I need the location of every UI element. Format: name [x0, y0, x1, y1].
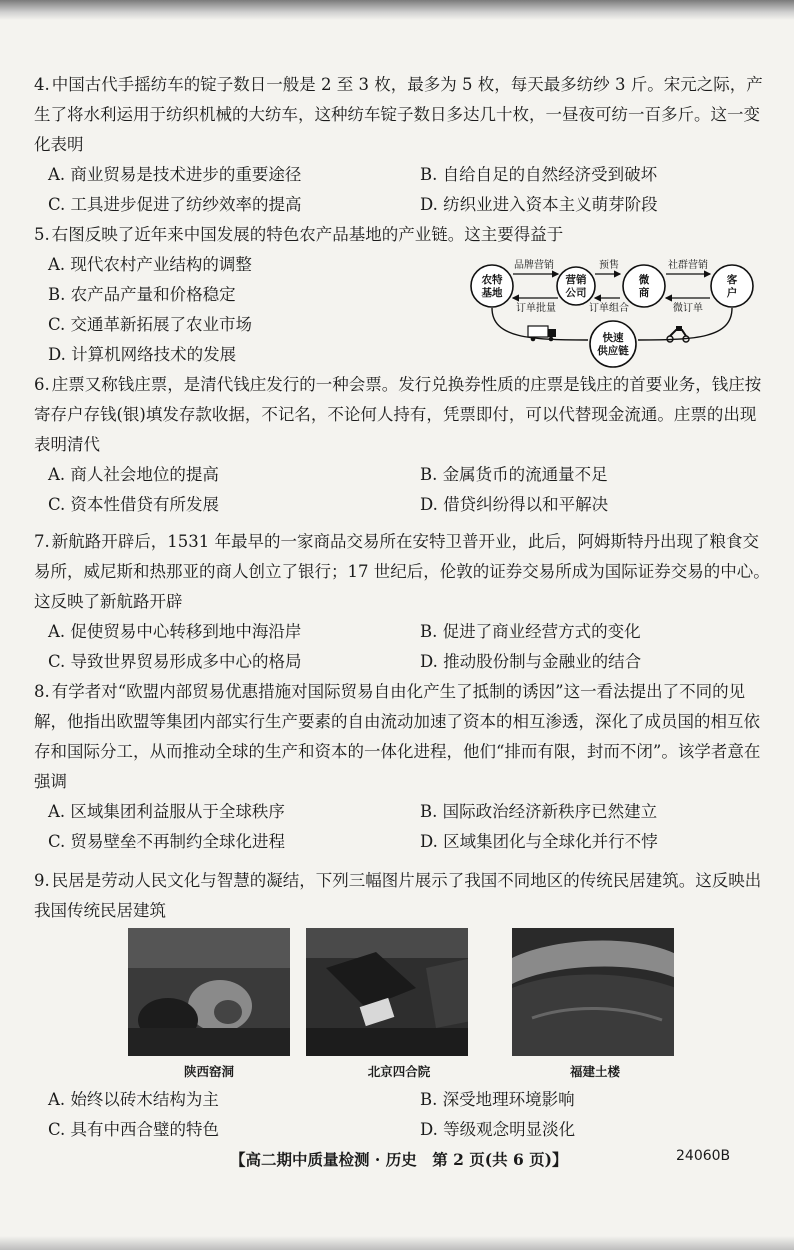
- option-a[interactable]: A. 商人社会地位的提高: [48, 465, 219, 484]
- question-stem: 民居是劳动人民文化与智慧的凝结，下列三幅图片展示了我国不同地区的传统民居建筑。这反映出我国传统民居建筑: [34, 871, 762, 920]
- option-c[interactable]: C. 具有中西合璧的特色: [48, 1120, 220, 1139]
- question-6: [34, 370, 770, 520]
- option-a[interactable]: A. 促使贸易中心转移到地中海沿岸: [48, 622, 302, 641]
- question-stem: 新航路开辟后，1531 年最早的一家商品交易所在安特卫普开业，此后，阿姆斯特丹出现了粮食交易所，威尼斯和热那亚的商人创立了银行；17 世纪后，伦敦的证券交易所成为国际证券交易的中心。这反映了新航路开辟: [34, 532, 770, 611]
- supply-chain-svg: [470, 258, 756, 368]
- option-d[interactable]: D. 区域集团化与全球化并行不悖: [420, 832, 658, 851]
- question-number: 6.: [34, 375, 50, 394]
- label-brand-marketing: 品牌营销: [514, 260, 554, 271]
- node-customer-label-2: 户: [726, 287, 738, 299]
- label-order-batch: 订单批量: [516, 303, 556, 314]
- option-d[interactable]: D. 计算机网络技术的发展: [48, 345, 237, 364]
- option-b[interactable]: B. 促进了商业经营方式的变化: [420, 622, 641, 641]
- option-a[interactable]: A. 始终以砖木结构为主: [48, 1090, 219, 1109]
- label-presale: 预售: [599, 260, 619, 271]
- question-stem: 中国古代手摇纺车的锭子数日一般是 2 至 3 枚，最多为 5 枚，每天最多纺纱 3 斤。宋元之际，产生了将水利运用于纺织机械的大纺车，这种纺车锭子数日多达几十枚，一昼夜可纺一百多斤。这一变化表明: [34, 75, 763, 154]
- question-number: 5.: [34, 225, 50, 244]
- footer-code: 24060B: [676, 1148, 731, 1164]
- photo-beijing-siheyuan: [306, 928, 468, 1056]
- option-b[interactable]: B. 国际政治经济新秩序已然建立: [420, 802, 658, 821]
- question-stem: 右图反映了近年来中国发展的特色农产品基地的产业链。这主要得益于: [51, 225, 564, 244]
- option-c[interactable]: C. 工具进步促进了纺纱效率的提高: [48, 195, 302, 214]
- footer-page-info: 【高二期中质量检测 · 历史 第 2 页(共 6 页)】: [230, 1150, 568, 1169]
- option-d[interactable]: D. 纺织业进入资本主义萌芽阶段: [420, 195, 658, 214]
- node-micro-label-1: 微: [638, 274, 650, 286]
- page-footer: [0, 1148, 794, 1172]
- node-supply-label-2: 供应链: [597, 345, 629, 357]
- question-number: 7.: [34, 532, 50, 551]
- option-d[interactable]: D. 推动股份制与金融业的结合: [420, 652, 642, 671]
- options: [34, 1085, 770, 1145]
- node-micro-merchant: [623, 265, 665, 307]
- options: [34, 460, 770, 520]
- dwelling-photos: [128, 928, 676, 1080]
- node-fast-supply-chain: [590, 321, 636, 367]
- scan-top-edge: [0, 0, 794, 20]
- option-b[interactable]: B. 深受地理环境影响: [420, 1090, 575, 1109]
- option-c[interactable]: C. 贸易壁垒不再制约全球化进程: [48, 832, 286, 851]
- options: [34, 160, 770, 220]
- question-8: [34, 677, 770, 857]
- scan-bottom-edge: [0, 1236, 794, 1250]
- option-d[interactable]: D. 等级观念明显淡化: [420, 1120, 576, 1139]
- question-9: [34, 866, 770, 926]
- option-c[interactable]: C. 资本性借贷有所发展: [48, 495, 220, 514]
- option-b[interactable]: B. 金属货币的流通量不足: [420, 465, 608, 484]
- label-order-combo: 订单组合: [589, 303, 629, 314]
- node-micro-label-2: 商: [638, 287, 650, 299]
- label-micro-order: 微订单: [673, 303, 703, 314]
- option-d[interactable]: D. 借贷纠纷得以和平解决: [420, 495, 609, 514]
- caption-fujian: 福建土楼: [569, 1064, 620, 1079]
- option-a[interactable]: A. 商业贸易是技术进步的重要途径: [48, 165, 302, 184]
- node-farm-label-1: 农特: [481, 274, 503, 286]
- node-company-label-1: 营销: [565, 274, 587, 286]
- option-b[interactable]: B. 农产品产量和价格稳定: [48, 285, 236, 304]
- option-b[interactable]: B. 自给自足的自然经济受到破坏: [420, 165, 658, 184]
- node-supply-label-1: 快速: [602, 332, 624, 344]
- question-number: 8.: [34, 682, 50, 701]
- options: [34, 797, 770, 857]
- caption-beijing: 北京四合院: [367, 1064, 431, 1079]
- supply-chain-diagram: [470, 258, 756, 368]
- option-a[interactable]: A. 现代农村产业结构的调整: [48, 255, 252, 274]
- question-9-options: [34, 1085, 770, 1145]
- node-farm-base: [471, 265, 513, 307]
- photo-fujian-tulou: [512, 928, 674, 1056]
- node-marketing-company: [557, 267, 595, 305]
- node-customer: [711, 265, 753, 307]
- node-company-label-2: 公司: [565, 287, 587, 299]
- options: [34, 617, 770, 677]
- question-stem: 有学者对“欧盟内部贸易优惠措施对国际贸易自由化产生了抵制的诱因”这一看法提出了不同的见解，他指出欧盟等集团内部实行生产要素的自由流动加速了资本的相互渗透，深化了成员国的相互依存和国际分工，从而推动全球的生产和资本的一体化进程，他们“排而有限，封而不闭”。该学者意在强调: [34, 682, 761, 791]
- option-c[interactable]: C. 导致世界贸易形成多中心的格局: [48, 652, 302, 671]
- label-community-marketing: 社群营销: [668, 260, 708, 271]
- option-c[interactable]: C. 交通革新拓展了农业市场: [48, 315, 253, 334]
- caption-shaanxi: 陕西窑洞: [183, 1064, 234, 1079]
- question-number: 9.: [34, 871, 50, 890]
- node-customer-label-1: 客: [726, 274, 738, 286]
- node-farm-label-2: 基地: [481, 287, 503, 299]
- question-number: 4.: [34, 75, 50, 94]
- question-4: [34, 70, 770, 220]
- question-7: [34, 527, 770, 677]
- question-stem: 庄票又称钱庄票，是清代钱庄发行的一种会票。发行兑换券性质的庄票是钱庄的首要业务，钱庄按寄存户存钱(银)填发存款收据，不记名，不论何人持有，凭票即付，可以代替现金流通。庄票的出现表明清代: [34, 375, 762, 454]
- photo-shaanxi-cave-dwelling: [128, 928, 290, 1056]
- option-a[interactable]: A. 区域集团利益服从于全球秩序: [48, 802, 285, 821]
